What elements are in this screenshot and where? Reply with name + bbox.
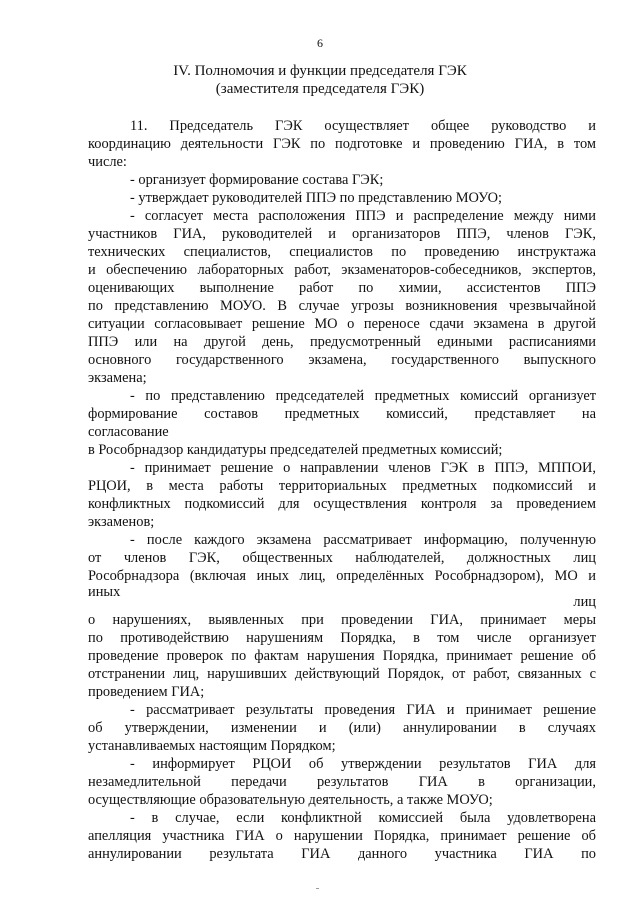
- text-line: - в случае, если конфликтной комиссией была удовлетворена: [130, 810, 596, 826]
- text-line: ППЭ или на другой день, предусмотренный едиными расписаниями: [88, 334, 596, 350]
- text-line: и обеспечению лабораторных работ, экзаменаторов-собеседников, экспертов,: [88, 262, 596, 278]
- text-line: ситуации согласовывает решение МО о переносе сдачи экзамена в другой: [88, 316, 596, 332]
- text-line: технических специалистов, специалистов по проведению инструктажа: [88, 244, 596, 260]
- text-line: лиц: [573, 594, 596, 610]
- text-line: - организует формирование состава ГЭК;: [130, 172, 384, 188]
- text-line: о нарушениях, выявленных при проведении ГИА, принимает меры: [88, 612, 596, 628]
- text-line: - информирует РЦОИ об утверждении результатов ГИА для: [130, 756, 596, 772]
- text-line: отстранении лиц, нарушивших действующий Порядок, от работ, связанных с: [88, 666, 596, 682]
- text-line: РЦОИ, в места работы территориальных предметных подкомиссий и: [88, 478, 596, 494]
- text-line: апелляция участника ГИА о нарушении Порядка, принимает решение об: [88, 828, 596, 844]
- text-line: согласование: [88, 424, 169, 440]
- section-title: IV. Полномочия и функции председателя ГЭК: [173, 63, 467, 79]
- text-line: формирование составов предметных комиссий, представляет на: [88, 406, 596, 422]
- text-line: 11. Председатель ГЭК осуществляет общее руководство и: [130, 118, 596, 134]
- text-line: в Рособрнадзор кандидатуры председателей предметных комиссий;: [88, 442, 503, 458]
- text-line: проведением ГИА;: [88, 684, 205, 700]
- text-line: Рособрнадзора (включая иных лиц, определённых Рособрнадзором), МО и: [88, 568, 596, 584]
- text-line: от членов ГЭК, общественных наблюдателей, должностных лиц: [88, 550, 596, 566]
- text-line: экзаменов;: [88, 514, 155, 530]
- text-line: проведение проверок по фактам нарушения Порядка, принимает решение об: [88, 648, 596, 664]
- text-line: координацию деятельности ГЭК по подготовке и проведению ГИА, в том: [88, 136, 596, 152]
- text-line: оценивающих выполнение работ по химии, ассистентов ППЭ: [88, 280, 596, 296]
- text-line: по противодействию нарушениям Порядка, в том числе организует: [88, 630, 596, 646]
- page-number: 6: [317, 36, 323, 50]
- text-line: аннулировании результата ГИА данного участника ГИА по: [88, 846, 596, 862]
- text-line: иных: [88, 584, 121, 600]
- text-line: об утверждении, изменении и (или) аннулировании в случаях: [88, 720, 596, 736]
- text-line: основного государственного экзамена, государственного выпускного: [88, 352, 596, 368]
- text-line: устанавливаемых настоящим Порядком;: [88, 738, 336, 754]
- text-line: - согласует места расположения ППЭ и распределение между ними: [130, 208, 596, 224]
- scan-speck: [316, 888, 319, 889]
- text-line: - принимает решение о направлении членов ГЭК в ППЭ, МППОИ,: [130, 460, 596, 476]
- section-subtitle: (заместителя председателя ГЭК): [215, 81, 425, 97]
- text-line: - рассматривает результаты проведения ГИА и принимает решение: [130, 702, 596, 718]
- text-line: конфликтных подкомиссий для осуществления контроля за проведением: [88, 496, 596, 512]
- text-line: экзамена;: [88, 370, 147, 386]
- text-line: числе:: [88, 154, 127, 170]
- text-line: - утверждает руководителей ППЭ по представлению МОУО;: [130, 190, 502, 206]
- text-line: - по представлению председателей предметных комиссий организует: [130, 388, 596, 404]
- text-line: осуществляющие образовательную деятельность, а также МОУО;: [88, 792, 493, 808]
- text-line: - после каждого экзамена рассматривает информацию, полученную: [130, 532, 596, 548]
- text-line: участников ГИА, руководителей и организаторов ППЭ, членов ГЭК,: [88, 226, 596, 242]
- text-line: незамедлительной передачи результатов ГИА в организации,: [88, 774, 596, 790]
- text-line: по представлению МОУО. В случае угрозы возникновения чрезвычайной: [88, 298, 596, 314]
